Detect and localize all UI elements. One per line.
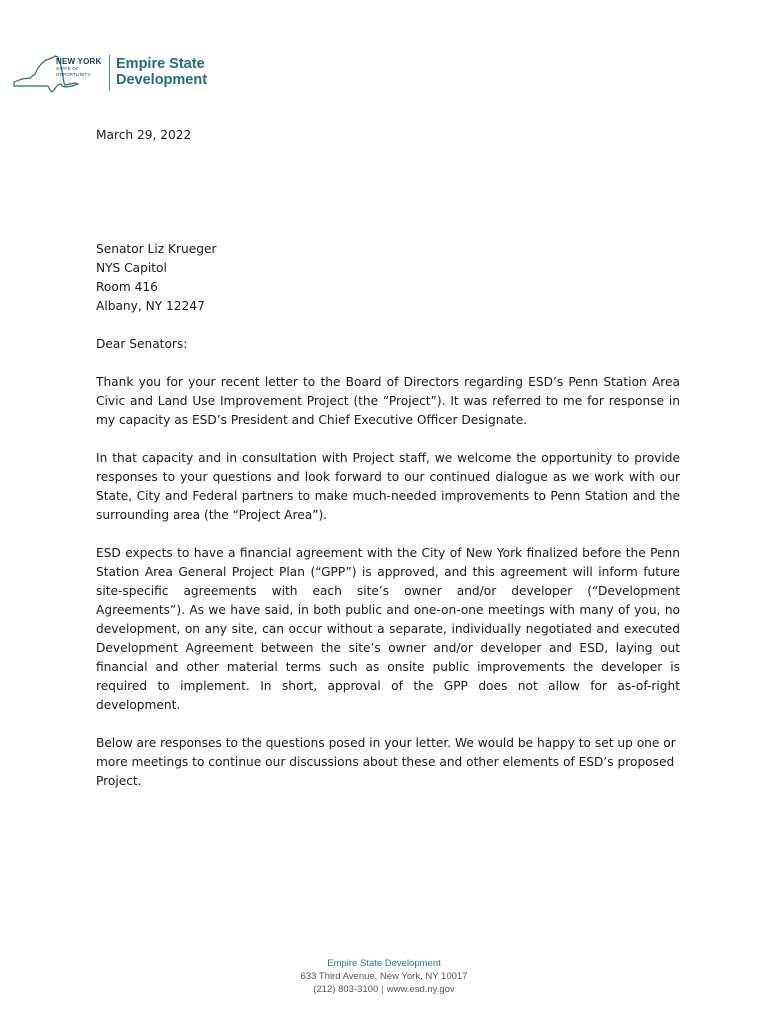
brand-name [116,56,207,88]
letterhead [12,52,208,96]
footer-contact [0,983,768,996]
body-paragraph: Below are responses to the questions posed in your letter. We would be happy to set up one or more meetings to continue our discussions about these and other elements of ESD’s proposed Project. [96,736,676,788]
recipient-line: Albany, NY 12247 [96,299,205,313]
recipient-line: Senator Liz Krueger [96,242,217,256]
body-paragraph: Thank you for your recent letter to the Board of Directors regarding ESD’s Penn Station Area Civic and Land Use Improvement Project (the “Project”). It was referred to me for response in my capacity as ESD’s President and Chief Executive Officer Designate. [96,375,680,427]
salutation: Dear Senators: [96,337,188,351]
recipient-address [96,240,680,316]
footer-org: Empire State Development [327,958,441,969]
footer-separator: | [381,984,384,995]
recipient-line: Room 416 [96,280,158,294]
recipient-line: NYS Capitol [96,261,167,275]
brand-name-line2: Development [116,72,208,88]
footer-phone: (212) 803-3100 [313,984,379,995]
footer-address: 633 Third Avenue, New York, NY 10017 [300,971,468,982]
brand-divider [109,55,110,91]
letter-date: March 29, 2022 [96,128,192,142]
state-tagline [56,58,101,77]
letter-footer [0,957,768,996]
state-tagline-line2: OPPORTUNITY. [56,71,92,77]
state-tagline-line1: STATE OF [56,66,79,71]
state-name: NEW YORK [56,57,102,66]
body-paragraph: ESD expects to have a financial agreement with the City of New York finalized before the Penn Station Area General Project Plan (“GPP”) is approved, and this agreement will inform future site-specific agreements with each site’s owner and/or developer (“Development Agreements”). As we have said, in both public and one-on-one meetings with many of you, no development, on any site, can occur without a separate, individually negotiated and executed Development Agreement between the site’s owner and/or developer and ESD, laying out financial and other material terms such as onsite public improvements the developer is required to implement. In short, approval of the GPP does not allow for as-of-right development. [96,546,680,712]
footer-website-link[interactable]: www.esd.ny.gov [386,984,455,995]
brand-name-line1: Empire State [116,56,205,72]
body-paragraph: In that capacity and in consultation with Project staff, we welcome the opportunity to provide responses to your questions and look forward to our continued dialogue as we work with our State, City and Federal partners to make much-needed improvements to Penn Station and the surrounding area (the “Project Area”). [96,451,680,522]
letter-body [96,126,680,791]
